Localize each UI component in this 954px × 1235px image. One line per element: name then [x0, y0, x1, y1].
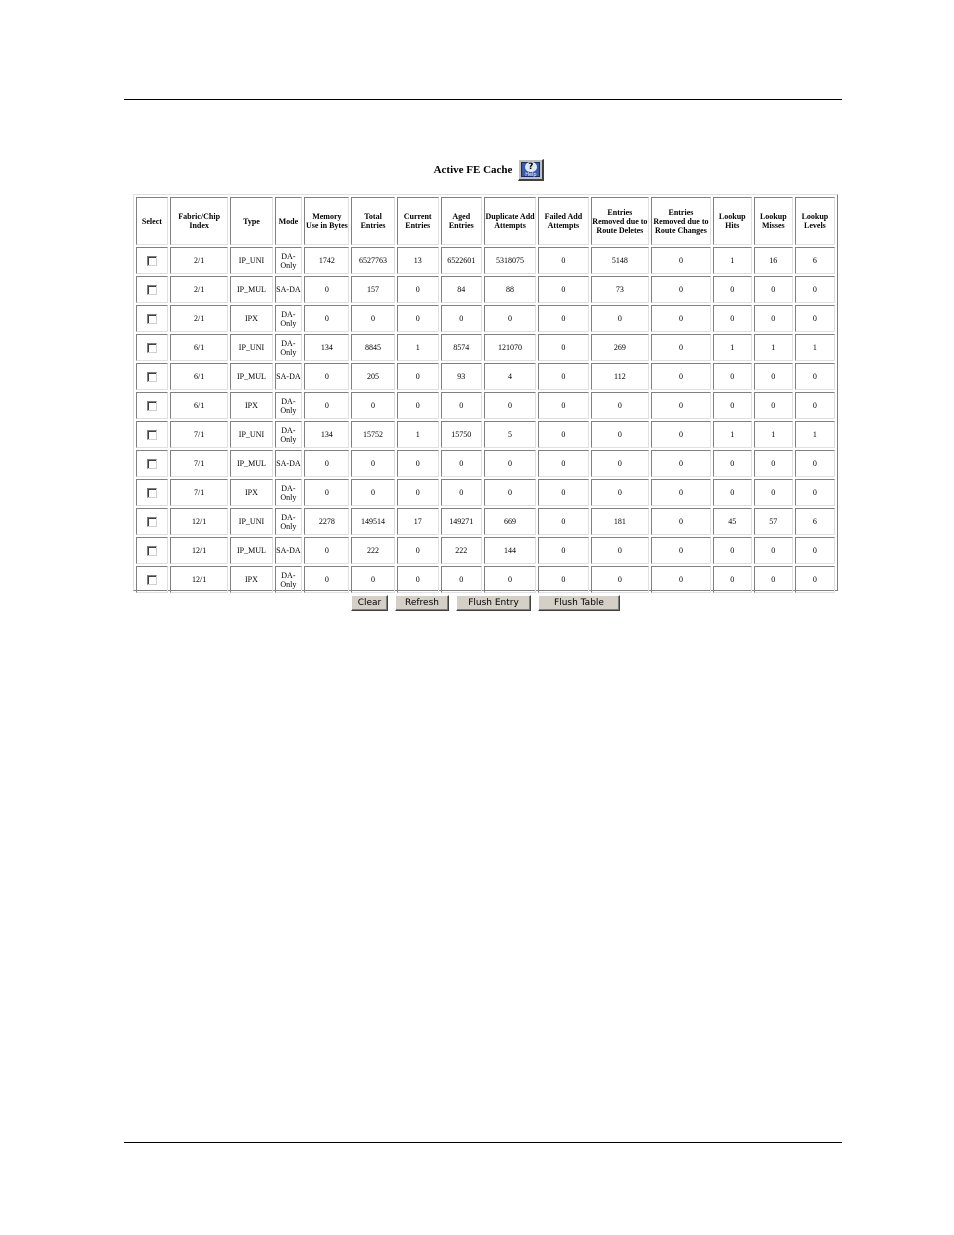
header-row	[136, 197, 835, 245]
lookup-hits-cell: 0	[713, 363, 752, 390]
fe-cache-table-frame	[133, 194, 838, 591]
lookup-misses-cell: 0	[754, 363, 793, 390]
failed-add-cell: 0	[538, 421, 588, 448]
col-header-memory: Memory Use in Bytes	[304, 197, 349, 245]
type-cell: IP_UNI	[230, 247, 272, 274]
aged-entries-cell: 0	[441, 566, 482, 593]
table-row	[136, 363, 835, 390]
lookup-hits-cell: 0	[713, 392, 752, 419]
select-cell	[136, 247, 168, 274]
memory-cell: 134	[304, 334, 349, 361]
duplicate-add-cell: 0	[484, 392, 536, 419]
lookup-hits-cell: 1	[713, 421, 752, 448]
table-row	[136, 537, 835, 564]
aged-entries-cell: 149271	[441, 508, 482, 535]
lookup-levels-cell: 0	[795, 537, 835, 564]
memory-cell: 1742	[304, 247, 349, 274]
removed-deletes-cell: 112	[591, 363, 650, 390]
index-cell: 7/1	[170, 450, 229, 477]
removed-changes-cell: 0	[651, 363, 711, 390]
lookup-misses-cell: 0	[754, 537, 793, 564]
memory-cell: 134	[304, 421, 349, 448]
lookup-hits-cell: 0	[713, 566, 752, 593]
table-row	[136, 421, 835, 448]
index-cell: 2/1	[170, 276, 229, 303]
memory-cell: 2278	[304, 508, 349, 535]
aged-entries-cell: 84	[441, 276, 482, 303]
col-header-failed-add: Failed Add Attempts	[538, 197, 588, 245]
total-entries-cell: 205	[351, 363, 394, 390]
current-entries-cell: 0	[397, 392, 439, 419]
failed-add-cell: 0	[538, 479, 588, 506]
lookup-levels-cell: 0	[795, 363, 835, 390]
type-cell: IPX	[230, 305, 272, 332]
type-cell: IP_MUL	[230, 276, 272, 303]
type-cell: IP_MUL	[230, 363, 272, 390]
memory-cell: 0	[304, 537, 349, 564]
current-entries-cell: 13	[397, 247, 439, 274]
duplicate-add-cell: 0	[484, 305, 536, 332]
type-cell: IPX	[230, 479, 272, 506]
flush-table-button[interactable]: Flush Table	[538, 595, 620, 611]
removed-deletes-cell: 0	[591, 305, 650, 332]
type-cell: IP_MUL	[230, 537, 272, 564]
total-entries-cell: 0	[351, 479, 394, 506]
col-header-removed-changes: Entries Removed due to Route Changes	[651, 197, 711, 245]
aged-entries-cell: 0	[441, 479, 482, 506]
total-entries-cell: 157	[351, 276, 394, 303]
memory-cell: 0	[304, 450, 349, 477]
help-icon	[521, 162, 540, 177]
duplicate-add-cell: 0	[484, 479, 536, 506]
type-cell: IPX	[230, 566, 272, 593]
current-entries-cell: 0	[397, 537, 439, 564]
page-title: Active FE Cache	[433, 164, 513, 176]
col-header-type: Type	[230, 197, 272, 245]
current-entries-cell: 0	[397, 450, 439, 477]
lookup-hits-cell: 1	[713, 247, 752, 274]
lookup-misses-cell: 0	[754, 305, 793, 332]
lookup-hits-cell: 0	[713, 450, 752, 477]
lookup-levels-cell: 0	[795, 276, 835, 303]
total-entries-cell: 0	[351, 566, 394, 593]
mode-cell: DA-Only	[275, 247, 303, 274]
removed-changes-cell: 0	[651, 276, 711, 303]
select-cell	[136, 363, 168, 390]
row-select-checkbox[interactable]	[147, 372, 157, 382]
lookup-levels-cell: 6	[795, 508, 835, 535]
lookup-misses-cell: 0	[754, 450, 793, 477]
removed-deletes-cell: 0	[591, 450, 650, 477]
help-button[interactable]	[518, 159, 544, 181]
mode-cell: DA-Only	[275, 421, 303, 448]
row-select-checkbox[interactable]	[147, 575, 157, 585]
index-cell: 6/1	[170, 334, 229, 361]
removed-changes-cell: 0	[651, 537, 711, 564]
failed-add-cell: 0	[538, 508, 588, 535]
memory-cell: 0	[304, 305, 349, 332]
lookup-levels-cell: 0	[795, 450, 835, 477]
removed-deletes-cell: 269	[591, 334, 650, 361]
aged-entries-cell: 8574	[441, 334, 482, 361]
row-select-checkbox[interactable]	[147, 517, 157, 527]
row-select-checkbox[interactable]	[147, 256, 157, 266]
removed-deletes-cell: 0	[591, 479, 650, 506]
row-select-checkbox[interactable]	[147, 401, 157, 411]
row-select-checkbox[interactable]	[147, 488, 157, 498]
total-entries-cell: 0	[351, 450, 394, 477]
current-entries-cell: 0	[397, 479, 439, 506]
mode-cell: SA-DA	[275, 363, 303, 390]
col-header-aged-entries: Aged Entries	[441, 197, 482, 245]
select-cell	[136, 276, 168, 303]
table-row	[136, 479, 835, 506]
lookup-misses-cell: 0	[754, 276, 793, 303]
mode-cell: DA-Only	[275, 508, 303, 535]
index-cell: 2/1	[170, 247, 229, 274]
lookup-levels-cell: 0	[795, 305, 835, 332]
aged-entries-cell: 222	[441, 537, 482, 564]
current-entries-cell: 17	[397, 508, 439, 535]
mode-cell: DA-Only	[275, 305, 303, 332]
failed-add-cell: 0	[538, 363, 588, 390]
table-row	[136, 392, 835, 419]
type-cell: IP_UNI	[230, 334, 272, 361]
failed-add-cell: 0	[538, 566, 588, 593]
col-header-index: Fabric/Chip Index	[170, 197, 229, 245]
current-entries-cell: 0	[397, 566, 439, 593]
table-row	[136, 566, 835, 593]
index-cell: 7/1	[170, 421, 229, 448]
fe-cache-table	[134, 195, 837, 595]
failed-add-cell: 0	[538, 276, 588, 303]
help-icon-label: Help	[525, 171, 537, 178]
lookup-levels-cell: 1	[795, 421, 835, 448]
table-row	[136, 508, 835, 535]
current-entries-cell: 1	[397, 421, 439, 448]
memory-cell: 0	[304, 479, 349, 506]
select-cell	[136, 305, 168, 332]
row-select-checkbox[interactable]	[147, 314, 157, 324]
row-select-checkbox[interactable]	[147, 430, 157, 440]
mode-cell: DA-Only	[275, 392, 303, 419]
total-entries-cell: 222	[351, 537, 394, 564]
current-entries-cell: 0	[397, 276, 439, 303]
total-entries-cell: 6527763	[351, 247, 394, 274]
flush-entry-button[interactable]: Flush Entry	[456, 595, 531, 611]
removed-changes-cell: 0	[651, 421, 711, 448]
lookup-misses-cell: 1	[754, 421, 793, 448]
total-entries-cell: 149514	[351, 508, 394, 535]
removed-deletes-cell: 0	[591, 421, 650, 448]
memory-cell: 0	[304, 392, 349, 419]
removed-changes-cell: 0	[651, 479, 711, 506]
current-entries-cell: 0	[397, 363, 439, 390]
mode-cell: DA-Only	[275, 479, 303, 506]
lookup-hits-cell: 45	[713, 508, 752, 535]
index-cell: 12/1	[170, 537, 229, 564]
lookup-hits-cell: 0	[713, 479, 752, 506]
col-header-total-entries: Total Entries	[351, 197, 394, 245]
index-cell: 12/1	[170, 508, 229, 535]
lookup-levels-cell: 1	[795, 334, 835, 361]
footer-rule	[124, 1142, 842, 1143]
memory-cell: 0	[304, 276, 349, 303]
removed-changes-cell: 0	[651, 305, 711, 332]
lookup-levels-cell: 0	[795, 566, 835, 593]
failed-add-cell: 0	[538, 537, 588, 564]
aged-entries-cell: 15750	[441, 421, 482, 448]
lookup-misses-cell: 0	[754, 566, 793, 593]
lookup-misses-cell: 16	[754, 247, 793, 274]
refresh-button[interactable]: Refresh	[395, 595, 449, 611]
total-entries-cell: 8845	[351, 334, 394, 361]
lookup-levels-cell: 0	[795, 479, 835, 506]
removed-changes-cell: 0	[651, 247, 711, 274]
total-entries-cell: 0	[351, 392, 394, 419]
aged-entries-cell: 6522601	[441, 247, 482, 274]
total-entries-cell: 0	[351, 305, 394, 332]
lookup-hits-cell: 0	[713, 537, 752, 564]
removed-deletes-cell: 0	[591, 392, 650, 419]
select-cell	[136, 334, 168, 361]
memory-cell: 0	[304, 566, 349, 593]
index-cell: 6/1	[170, 392, 229, 419]
col-header-lookup-hits: Lookup Hits	[713, 197, 752, 245]
aged-entries-cell: 0	[441, 305, 482, 332]
removed-changes-cell: 0	[651, 566, 711, 593]
failed-add-cell: 0	[538, 450, 588, 477]
duplicate-add-cell: 5318075	[484, 247, 536, 274]
clear-button[interactable]: Clear	[351, 595, 388, 611]
table-row	[136, 334, 835, 361]
mode-cell: SA-DA	[275, 276, 303, 303]
action-buttons	[351, 595, 620, 612]
lookup-levels-cell: 6	[795, 247, 835, 274]
select-cell	[136, 479, 168, 506]
aged-entries-cell: 93	[441, 363, 482, 390]
mode-cell: DA-Only	[275, 566, 303, 593]
col-header-removed-deletes: Entries Removed due to Route Deletes	[591, 197, 650, 245]
type-cell: IPX	[230, 392, 272, 419]
lookup-misses-cell: 0	[754, 392, 793, 419]
removed-deletes-cell: 0	[591, 566, 650, 593]
index-cell: 12/1	[170, 566, 229, 593]
col-header-select: Select	[136, 197, 168, 245]
select-cell	[136, 508, 168, 535]
table-row	[136, 247, 835, 274]
duplicate-add-cell: 88	[484, 276, 536, 303]
duplicate-add-cell: 5	[484, 421, 536, 448]
type-cell: IP_UNI	[230, 508, 272, 535]
lookup-misses-cell: 0	[754, 479, 793, 506]
row-select-checkbox[interactable]	[147, 343, 157, 353]
index-cell: 7/1	[170, 479, 229, 506]
col-header-lookup-misses: Lookup Misses	[754, 197, 793, 245]
mode-cell: SA-DA	[275, 450, 303, 477]
question-mark-icon: ?	[525, 162, 537, 172]
failed-add-cell: 0	[538, 392, 588, 419]
aged-entries-cell: 0	[441, 450, 482, 477]
type-cell: IP_MUL	[230, 450, 272, 477]
row-select-checkbox[interactable]	[147, 285, 157, 295]
removed-deletes-cell: 0	[591, 537, 650, 564]
removed-changes-cell: 0	[651, 450, 711, 477]
lookup-hits-cell: 0	[713, 305, 752, 332]
select-cell	[136, 421, 168, 448]
mode-cell: DA-Only	[275, 334, 303, 361]
current-entries-cell: 0	[397, 305, 439, 332]
total-entries-cell: 15752	[351, 421, 394, 448]
col-header-mode: Mode	[275, 197, 303, 245]
row-select-checkbox[interactable]	[147, 459, 157, 469]
index-cell: 6/1	[170, 363, 229, 390]
duplicate-add-cell: 669	[484, 508, 536, 535]
row-select-checkbox[interactable]	[147, 546, 157, 556]
lookup-levels-cell: 0	[795, 392, 835, 419]
duplicate-add-cell: 121070	[484, 334, 536, 361]
failed-add-cell: 0	[538, 305, 588, 332]
removed-deletes-cell: 181	[591, 508, 650, 535]
lookup-hits-cell: 1	[713, 334, 752, 361]
aged-entries-cell: 0	[441, 392, 482, 419]
lookup-hits-cell: 0	[713, 276, 752, 303]
fe-cache-table-body	[136, 247, 835, 593]
header-rule	[124, 99, 842, 100]
select-cell	[136, 450, 168, 477]
select-cell	[136, 566, 168, 593]
removed-changes-cell: 0	[651, 334, 711, 361]
mode-cell: SA-DA	[275, 537, 303, 564]
duplicate-add-cell: 144	[484, 537, 536, 564]
current-entries-cell: 1	[397, 334, 439, 361]
duplicate-add-cell: 0	[484, 566, 536, 593]
removed-deletes-cell: 73	[591, 276, 650, 303]
failed-add-cell: 0	[538, 247, 588, 274]
table-row	[136, 305, 835, 332]
memory-cell: 0	[304, 363, 349, 390]
duplicate-add-cell: 4	[484, 363, 536, 390]
removed-deletes-cell: 5148	[591, 247, 650, 274]
title-row	[0, 157, 954, 183]
lookup-misses-cell: 57	[754, 508, 793, 535]
lookup-misses-cell: 1	[754, 334, 793, 361]
select-cell	[136, 537, 168, 564]
col-header-lookup-levels: Lookup Levels	[795, 197, 835, 245]
removed-changes-cell: 0	[651, 392, 711, 419]
type-cell: IP_UNI	[230, 421, 272, 448]
table-row	[136, 450, 835, 477]
removed-changes-cell: 0	[651, 508, 711, 535]
col-header-duplicate-add: Duplicate Add Attempts	[484, 197, 536, 245]
index-cell: 2/1	[170, 305, 229, 332]
table-row	[136, 276, 835, 303]
select-cell	[136, 392, 168, 419]
duplicate-add-cell: 0	[484, 450, 536, 477]
failed-add-cell: 0	[538, 334, 588, 361]
col-header-current-entries: Current Entries	[397, 197, 439, 245]
